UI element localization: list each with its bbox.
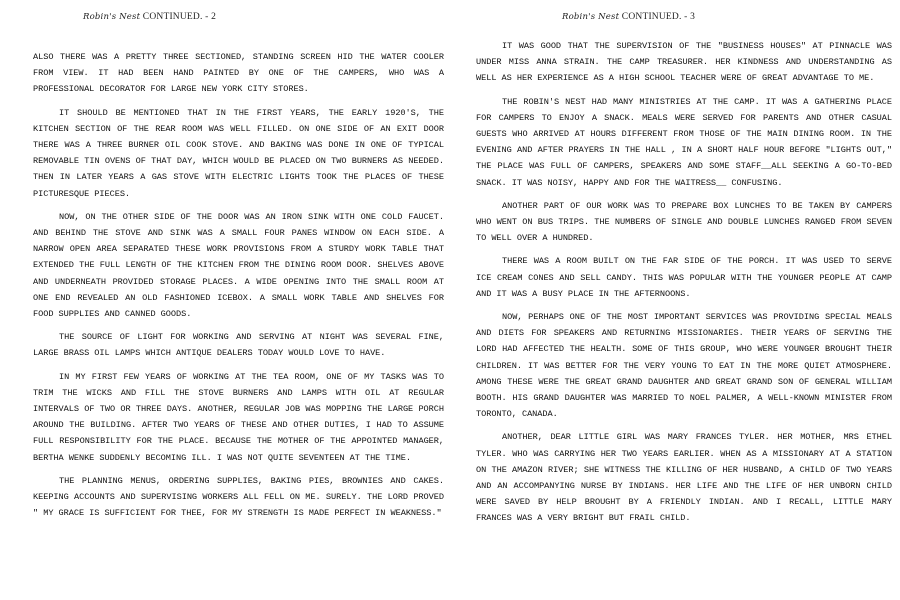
paragraph: IN MY FIRST FEW YEARS OF WORKING AT THE TEA ROOM, ONE OF MY TASKS WAS TO TRIM THE WICKS AND FILL THE STOVE BURNERS AND LAMPS WITH OIL AT REGULAR INTERVALS OF TWO OR THREE DAYS. ANOTHER, REGULAR JOB WAS MOPPING THE LARGE PORCH AROUND THE BUILDING. AFTER TWO YEARS OF THESE AND OTHER DUTIES, I HAD TO ASSUME FULL RESPONSIBILITY FOR THE PLACE. BECAUSE THE MOTHER OF THE APPOINTED MANAGER, BERTHA WENKE SUDDENLY BECOMING ILL. I WAS NOT QUITE SEVENTEEN AT THE TIME.	[33, 371, 444, 463]
right-page	[452, 0, 900, 600]
page-body	[0, 49, 452, 528]
paragraph: NOW, ON THE OTHER SIDE OF THE DOOR WAS AN IRON SINK WITH ONE COLD FAUCET. AND BEHIND THE STOVE AND SINK WAS A SMALL FOUR PANES WINDOW ON EACH SIDE. A NARROW OPEN AREA SEPARATED THESE WORK PROVISIONS FROM A STURDY WORK TABLE THAT EXTENDED THE FULL LENGTH OF THE KITCHEN FROM THE DINING ROOM DOOR. SHELVES ABOVE AND UNDERNEATH PROVIDED STORAGE PLACES. A WIDE OPENING INTO THE SMALL ROOM AT ONE END REVEALED AN OLD FASHIONED ICEBOX. A SMALL WORK TABLE AND SHELVES FOR FOOD SUPPLIES AND CANNED GOODS.	[33, 211, 444, 320]
header-handwritten-title: Robin's Nest	[562, 12, 620, 22]
header-continued-label: CONTINUED. - 3	[621, 12, 696, 22]
paragraph: ANOTHER, DEAR LITTLE GIRL WAS MARY FRANCES TYLER. HER MOTHER, MRS ETHEL TYLER. WHO WAS CARRYING HER TWO YEARS EARLIER. WHEN AS A MISSIONARY AT A STATION ON THE AMAZON RIVER; SHE WITNESS THE KILLING OF HER HUSBAND, A CHILD OF TWO YEARS AND AN ACCOMPANYING NURSE BY INDIANS. HER LIFE AND THE LIFE OF HER UNBORN CHILD WERE SAVED BY HELP BROUGHT BY A FRIENDLY INDIAN. AND I RECALL, LITTLE MARY FRANCES WAS A VERY BRIGHT BUT FRAIL CHILD.	[476, 432, 892, 524]
paragraph: IT WAS GOOD THAT THE SUPERVISION OF THE "BUSINESS HOUSES" AT PINNACLE WAS UNDER MISS ANNA STRAIN. THE CAMP TREASURER. HER KINDNESS AND UNDERSTANDING AS WELL AS HER EXPERIENCE AS A HIGH SCHOOL TEACHER WERE OF GREAT ADVANTAGE TO ME.	[476, 41, 892, 84]
paragraph: ALSO THERE WAS A PRETTY THREE SECTIONED, STANDING SCREEN HID THE WATER COOLER FROM VIEW. IT HAD BEEN HAND PAINTED BY ONE OF THE CAMPERS, WHO WAS A PROFESSIONAL DECORATOR FOR LARGE NEW YORK CITY STORES.	[33, 52, 444, 95]
paragraph: ANOTHER PART OF OUR WORK WAS TO PREPARE BOX LUNCHES TO BE TAKEN BY CAMPERS WHO WENT ON BUS TRIPS. THE NUMBERS OF SINGLE AND DOUBLE LUNCHES RANGED FROM SEVEN TO WELL OVER A HUNDRED.	[476, 200, 892, 244]
page-body	[452, 38, 900, 534]
header-handwritten-title: Robin's Nest	[83, 12, 141, 22]
paragraph: NOW, PERHAPS ONE OF THE MOST IMPORTANT SERVICES WAS PROVIDING SPECIAL MEALS AND DIETS FOR SPEAKERS AND RETURNING MISSIONARIES. THEIR YEARS OF SERVING THE LORD HAD AFFECTED THE HEALTH. SOME OF THIS GROUP, WHO WERE YOUNGER BROUGHT THEIR CHILDREN. IT WAS BETTER FOR THE VERY YOUNG TO EAT IN THE MORE QUIET ATMOSPHERE. AMONG THESE WERE THE GREAT GRAND DAUGHTER AND GREAT GRAND SON OF GENERAL WILLIAM BOOTH. HIS GRAND DAUGHTER WAS MARRIED TO NOEL PALMER, A WELL-KNOWN MINISTER FROM TORONTO, CANADA.	[476, 312, 892, 420]
paragraph: THE SOURCE OF LIGHT FOR WORKING AND SERVING AT NIGHT WAS SEVERAL FINE, LARGE BRASS OIL LAMPS WHICH ANTIQUE DEALERS TODAY WOULD LOVE TO HAVE.	[33, 332, 444, 359]
paragraph: THE ROBIN'S NEST HAD MANY MINISTRIES AT THE CAMP. IT WAS A GATHERING PLACE FOR CAMPERS TO ENJOY A SNACK. MEALS WERE SERVED FOR PARENTS AND OTHER CASUAL GUESTS WHO ARRIVED AT HOURS DIFFERENT FROM THOSE OF THE MAIN DINING ROOM. IN THE EVENING AND AFTER PRAYERS IN THE HALL , IN A SHORT HALF HOUR BEFORE "LIGHTS OUT," THE PLACE WAS FULL OF CAMPERS, SPEAKERS AND SOME STAFF__ALL SEEKING A GO-TO-BED SNACK. IT WAS NOISY, HAPPY AND FOR THE WAITRESS__ CONFUSING.	[476, 96, 892, 188]
paragraph: THERE WAS A ROOM BUILT ON THE FAR SIDE OF THE PORCH. IT WAS USED TO SERVE ICE CREAM CONES AND SELL CANDY. THIS WAS POPULAR WITH THE YOUNGER PEOPLE AT CAMP AND IT WAS A BUSY PLACE IN THE AFTERNOONS.	[476, 256, 892, 299]
page-header	[0, 12, 452, 22]
paragraph: THE PLANNING MENUS, ORDERING SUPPLIES, BAKING PIES, BROWNIES AND CAKES. KEEPING ACCOUNTS AND SUPERVISING WORKERS ALL FELL ON ME. SURELY. THE LORD PROVED " MY GRACE IS SUFFICIENT FOR THEE, FOR MY STRENGTH IS MADE PERFECT IN WEAKNESS."	[33, 475, 444, 519]
header-continued-label: CONTINUED. - 2	[142, 12, 217, 22]
page-header	[452, 12, 900, 22]
paragraph: IT SHOULD BE MENTIONED THAT IN THE FIRST YEARS, THE EARLY 1920'S, THE KITCHEN SECTION OF THE REAR ROOM WAS WELL FILLED. ON ONE SIDE OF AN EXIT DOOR THERE WAS A THREE BURNER OIL COOK STOVE. AND BAKING WAS DONE IN ONE OF TYPICAL REMOVABLE TIN OVENS OF THAT DAY, WHICH WOULD BE PLACED ON TWO BURNERS AS NEEDED. THEN IN LATER YEARS A GAS STOVE WITH ELECTRIC LIGHTS TOOK THE PLACES OF THESE PICTURESQUE PIECES.	[33, 107, 444, 199]
